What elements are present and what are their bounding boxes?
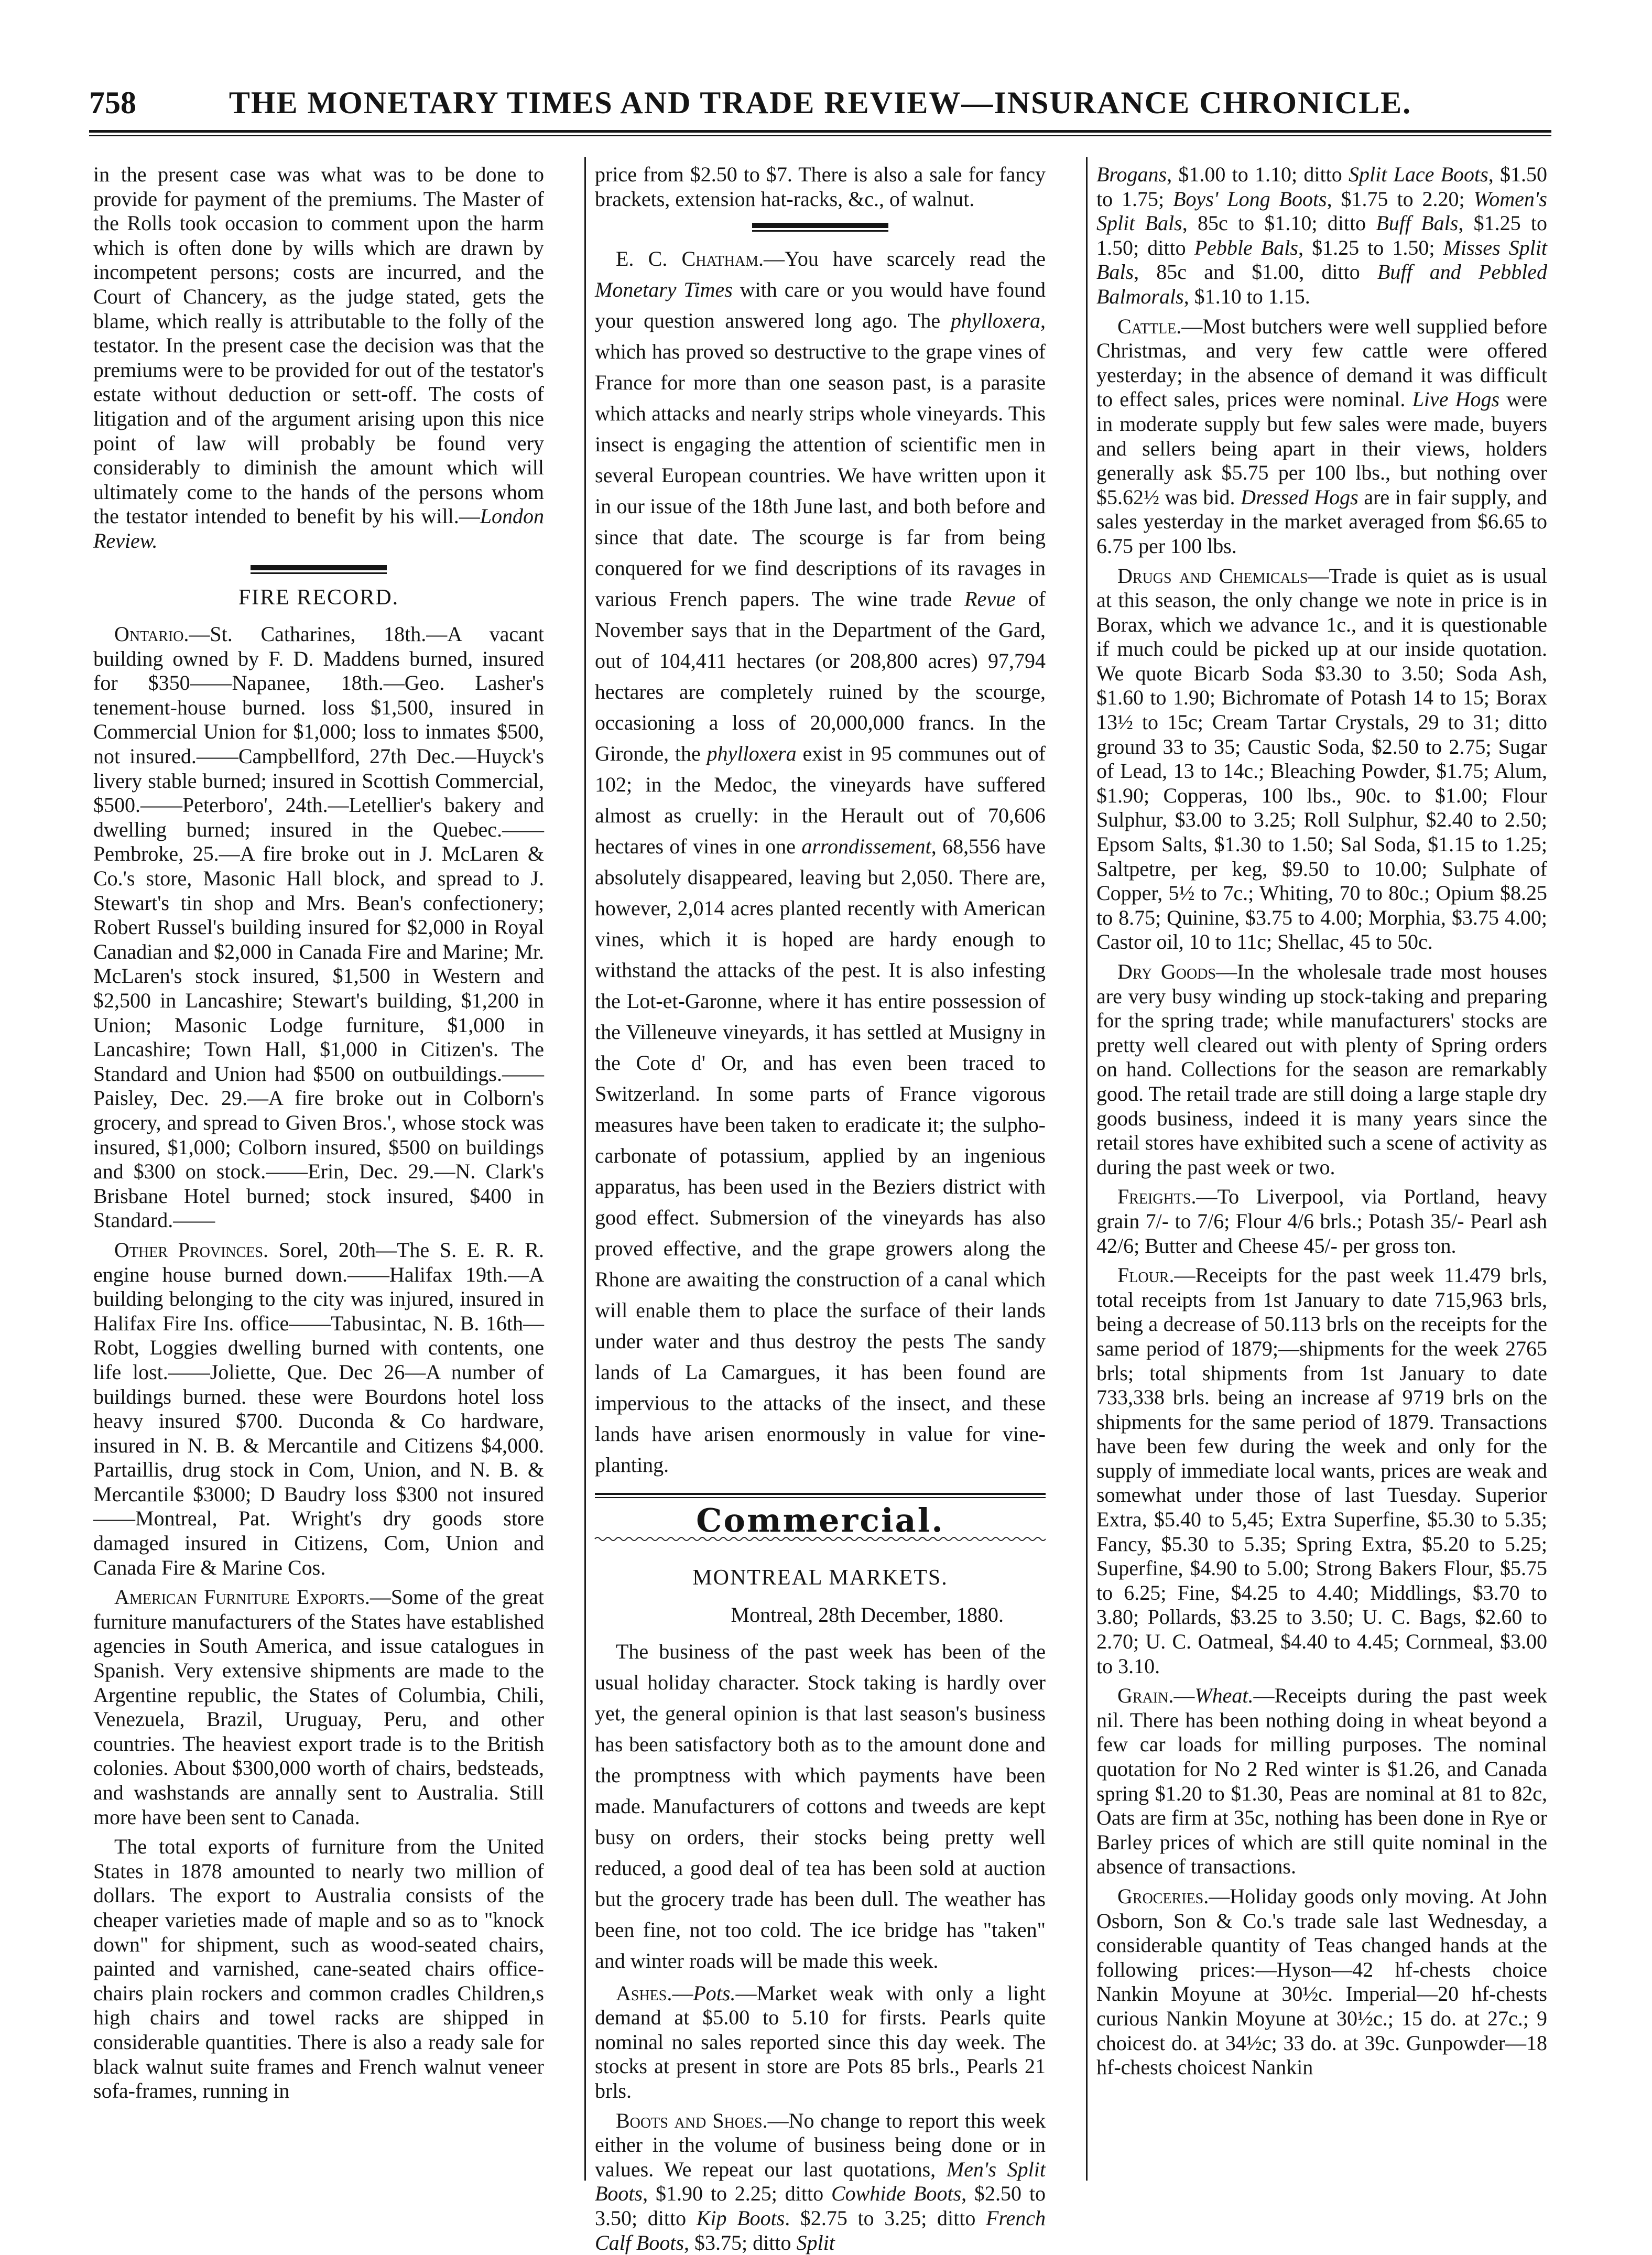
fire-record-heading: FIRE RECORD. <box>238 585 399 610</box>
chatham-reply: E. C. Chatham.—You have scarcely read the Monetary Times with care or you would have found your question answered long ago. The phylloxera, which has proved so destructive to the grape vines of France for more than one season past, is a parasite which attacks and nearly strips whole vineyards. This insect is engaging the attention of scientific men in several European countries. We have written upon it in our issue of the 18th June last, and both before and since that date. The scourge is far from being conquered for we find descriptions of its ravages in various French papers. The wine trade Revue of November says that in the Department of the Gard, out of 104,411 hectares (or 208,800 acres) 97,794 hectares are completely ruined by the scourge, occasioning a loss of 20,000,000 francs. In the Gironde, the phylloxera exist in 95 communes out of 102; in the Medoc, the vineyards have suffered almost as cruelly: in the Herault out of 70,606 hectares of vines in one arrondissement, 68,556 have absolutely disappeared, leaving but 2,050. There are, however, 2,014 acres planted recently with American vines, which it is hoped are hardy enough to withstand the attacks of the pest. It is also infesting the Lot-et-Garonne, where it has entire possession of the Villeneuve vineyards, it has settled at Musigny in the Cote d' Or, and has even been traced to Switzerland. In some parts of France vigorous measures have been taken to eradicate it; the sulpho-carbonate of potassium, applied by an ingenious apparatus, has been used in the Beziers district with good effect. Submersion of the vineyards has also proved effective, and the grape growers along the Rhone are awaiting the construction of a canal which will enable them to place the surface of their lands under water and thus destroy the pests The sandy lands of La Camargues, it has been found are impervious to the attacks of the insect, and these lands have arisen enormously in value for vine-planting. <box>595 247 1046 1477</box>
page-header <box>89 79 1551 126</box>
section-rule-thin <box>251 572 387 574</box>
american-furniture-exports: American Furniture Exports.—Some of the great furniture manufacturers of the States have established agencies in South America, and issue catalogues in Spanish. Very extensive shipments are made to the Argentine republic, the States of Columbia, Chili, Venezuela, Brazil, Uruguay, Peru, and other countries. The heaviest export trade is to the British colonies. About $300,000 worth of chairs, bedsteads, and washstands are annally sent to Australia. Still more have been sent to Canada. <box>93 1585 544 1829</box>
dry-goods-report: Dry Goods—In the wholesale trade most houses are very busy winding up stock-taking and preparing for the spring trade; while manufacturers' stocks are pretty well cleared out with plenty of Spring orders on hand. Collections for the season are remarkably good. The retail trade are still doing a large staple dry goods business, indeed it is many years since the retail stores have exhibited such a scene of activity as during the past week or two. <box>1096 960 1548 1179</box>
section-rule <box>752 223 888 228</box>
ontario-fires: Ontario.—St. Catharines, 18th.—A vacant building owned by F. D. Maddens burned, insured for $350——Napanee, 18th.—Geo. Lasher's tenement-house burned. loss $1,500, insured in Commercial Union for $1,000; loss to inmates $500, not insured.——Campbellford, 27th Dec.—Huyck's livery stable burned; insured in Scottish Commercial, $500.——Peterboro', 24th.—Letellier's bakery and dwelling burned; insured in the Quebec.——Pembroke, 25.—A fire broke out in J. McLaren & Co.'s store, Masonic Hall block, and spread to J. Stewart's tin shop and Mrs. Bean's confectionery; Robert Russel's building insured for $2,000 in Royal Canadian and $2,000 in Canada Fire and Marine; Mr. McLaren's stock insured, $1,500 in Western and $2,500 in Lancashire; Stewart's building, $1,200 in Union; Masonic Lodge furniture, $1,000 in Lancashire; Town Hall, $1,000 in Citizen's. The Standard and Union had $500 on outbuildings.——Paisley, Dec. 29.—A fire broke out in Colborn's grocery, and spread to Given Bros.', whose stock was insured, $1,000; Colborn insured, $500 on buildings and $300 on stock.——Erin, Dec. 29.—N. Clark's Brisbane Hotel burned; stock insured, $400 in Standard.—— <box>93 622 544 1232</box>
furniture-exports-total: The total exports of furniture from the United States in 1878 amounted to nearly two million of dollars. The export to Australia consists of the cheaper varieties made of maple and so as to "knock down" for shipment, such as wood-seated chairs, painted and varnished, cane-seated chairs office-chairs plain rockers and common cradles Children,s high chairs and towel racks are shipped in considerable quantities. There is also a ready sale for black walnut suite frames and French walnut veneer sofa-frames, running in <box>93 1835 544 2103</box>
commercial-rule-thin <box>595 1497 1046 1498</box>
column-2 <box>595 162 1046 2254</box>
article-continuation: price from $2.50 to $7. There is also a sale for fancy brackets, extension hat-racks, &c., of walnut. <box>595 162 1046 211</box>
cattle-report: Cattle.—Most butchers were well supplied before Christmas, and very few cattle were offered yesterday; in the absence of demand it was difficult to effect sales, prices were nominal. Live Hogs were in moderate supply but few sales were made, buyers and sellers being apart in their views, holders generally ask $5.75 per 100 lbs., but nothing over $5.62½ was bid. Dressed Hogs are in fair supply, and sales yesterday in the market averaged from $6.65 to 6.75 per 100 lbs. <box>1096 314 1547 558</box>
drugs-chemicals-report: Drugs and Chemicals—Trade is quiet as is usual at this season, the only change we note in price is in Borax, which we advance 1c., and it is questionable if much could be picked up at our inside quotation. We quote Bicarb Soda $3.30 to 3.50; Soda Ash, $1.60 to 1.90; Bichromate of Potash 14 to 15; Borax 13½ to 15c; Cream Tartar Crystals, 29 to 31; ditto ground 33 to 35; Caustic Soda, $2.50 to 2.75; Sugar of Lead, 13 to 14c.; Bleaching Powder, $1.75; Alum, $1.90; Copperas, 100 lbs., 90c. to $1.00; Flour Sulphur, $3.00 to 3.25; Roll Sulphur, $2.40 to 2.50; Epsom Salts, $1.30 to 1.50; Sal Soda, $1.15 to 1.25; Saltpetre, per keg, $9.50 to 10.00; Sulphate of Copper, 5½ to 7c.; Whiting, 70 to 80c.; Opium $8.25 to 8.75; Quinine, $3.75 to 4.00; Morphia, $3.75 4.00; Castor oil, 10 to 11c; Shellac, 45 to 50c. <box>1096 563 1547 954</box>
commercial-rule <box>595 1493 1046 1495</box>
dateline: Montreal, 28th December, 1880. <box>731 1602 1004 1627</box>
article-continuation: in the present case was what was to be done to provide for payment of the premiums. The Master of the Rolls took occasion to comment upon the harm which is often done by wills which are drawn by incompetent persons; costs are incurred, and the Court of Chancery, as the judge stated, gets the blame, which really is attributable to the folly of the testator. In the present case the decision was that the premiums were to be provided for out of the testator's estate without deduction or sett-off. The costs of litigation and of the argument arising upon this nice point of law will probably be found very considerably to diminish the amount which will ultimately come to the hands of the persons whom the testator intended to benefit by his will.—London Review. <box>93 162 544 552</box>
montreal-markets-heading: MONTREAL MARKETS. <box>692 1566 948 1590</box>
header-rule <box>89 130 1551 133</box>
business-summary: The business of the past week has been of the usual holiday character. Stock taking is hardly over yet, the general opinion is that last season's business has been satisfactory both as to the amount done and the promptness with which payments have been made. Manufacturers of cottons and tweeds are kept busy on orders, their stocks being pretty well reduced, a good deal of tea has been sold at auction but the grocery trade has been dull. The weather has been fine, not too cold. The ice bridge has "taken" and winter roads will be made this week. <box>595 1639 1046 1972</box>
boots-shoes-continued: Brogans, $1.00 to 1.10; ditto Split Lace Boots, $1.50 to 1.75; Boys' Long Boots, $1.75 to 2.20; Women's Split Bals, 85c to $1.10; ditto Buff Bals, $1.25 to 1.50; ditto Pebble Bals, $1.25 to 1.50; Misses Split Bals, 85c and $1.00, ditto Buff and Pebbled Balmorals, $1.10 to 1.15. <box>1096 162 1547 308</box>
boots-shoes-report: Boots and Shoes.—No change to report this week either in the volume of business being done or in values. We repeat our last quotations, Men's Split Boots, $1.90 to 2.25; ditto Cowhide Boots, $2.50 to 3.50; ditto Kip Boots. $2.75 to 3.25; ditto French Calf Boots, $3.75; ditto Split <box>595 2108 1046 2254</box>
groceries-report: Groceries.—Holiday goods only moving. At John Osborn, Son & Co.'s trade sale last Wednesday, a considerable quantity of Teas changed hands at the following prices:—Hyson—42 hf-chests choice Nankin Moyune at 30½c. Imperial—20 hf-chests curious Nankin Moyune at 30½c.; 15 do. at 27c.; 9 choicest do. at 34½c; 33 do. at 39c. Gunpowder—18 hf-chests choicest Nankin <box>1096 1884 1547 2079</box>
freights-report: Freights.—To Liverpool, via Portland, heavy grain 7/- to 7/6; Flour 4/6 brls.; Potash 35/- Pearl ash 42/6; Butter and Cheese 45/- per gross ton. <box>1096 1185 1547 1257</box>
column-1 <box>93 162 544 2186</box>
header-rule-thin <box>89 135 1551 136</box>
commercial-heading: Commercial. <box>696 1501 944 1540</box>
page-number: 758 <box>89 85 136 120</box>
section-rule <box>251 565 387 570</box>
grain-report: Grain.—Wheat.—Receipts during the past week nil. There has been nothing doing in wheat beyond a few car loads for milling purposes. The nominal quotation for No 2 Red winter is $1.26, and Canada spring $1.20 to $1.30, Peas are nominal at 81 to 82c, Oats are firm at 35c, nothing has been done in Rye or Barley prices of which are still quite nominal in the absence of transactions. <box>1096 1684 1547 1879</box>
source-credit: London Review. <box>93 504 544 552</box>
wave-rule <box>595 1535 1046 1543</box>
column-divider-2 <box>1086 157 1088 2181</box>
ashes-report: Ashes.—Pots.—Market weak with only a light demand at $5.00 to 5.10 for firsts. Pearls quite nominal no sales reported since this day week. The stocks at present in store are Pots 85 brls., Pearls 21 brls. <box>595 1981 1046 2102</box>
column-divider-1 <box>584 157 586 2181</box>
other-provinces-fires: Other Provinces. Sorel, 20th—The S. E. R. R. engine house burned down.——Halifax 19th.—A building belonging to the city was injured, insured in Halifax Fire Ins. office——Tabusintac, N. B. 16th—Robt, Loggies dwelling burned with contents, one life lost.——Joliette, Que. Dec 26—A number of buildings burned. these were Bourdons hotel loss heavy insured $700. Duconda & Co hardware, insured in N. B. & Mercantile and Citizens $4,000. Partaillis, drug stock in Com, Union, and N. B. & Mercantile $3000; D Baudry loss $300 not insured——Montreal, Pat. Wright's dry goods store damaged insured in Citizens, Com, Union and Canada Fire & Marine Cos. <box>93 1238 545 1579</box>
section-rule-thin <box>752 230 888 232</box>
column-3 <box>1096 162 1547 2186</box>
page-title: THE MONETARY TIMES AND TRADE REVIEW—INSURANCE CHRONICLE. <box>229 85 1412 120</box>
flour-report: Flour.—Receipts for the past week 11.479 brls, total receipts from 1st January to date 715,963 brls, being a decrease of 50.113 brls on the receipts for the same period of 1879;—shipments for the week 2765 brls; total shipments from 1st January to date 733,338 brls. being an increase af 9719 brls on the shipments for the same period of 1879. Transactions have been few during the week and only for the supply of immediate local wants, prices are weak and somewhat under those of last Tuesday. Superior Extra, $5.40 to 5,45; Extra Superfine, $5.30 to 5.35; Fancy, $5.30 to 5.35; Spring Extra, $5.20 to 5.25; Superfine, $4.90 to 5.00; Strong Bakers Flour, $5.75 to 6.25; Fine, $4.25 to 4.40; Middlings, $3.70 to 3.80; Pollards, $3.25 to 3.50; U. C. Bags, $2.60 to 2.70; U. C. Oatmeal, $4.40 to 4.45; Cornmeal, $3.00 to 3.10. <box>1096 1263 1547 1678</box>
